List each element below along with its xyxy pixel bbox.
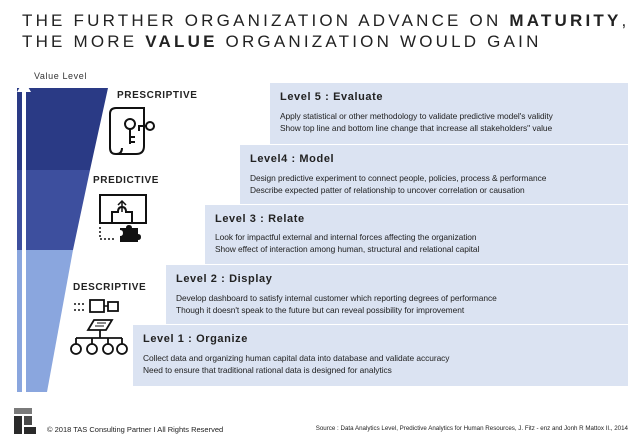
org-chart-icon xyxy=(64,296,130,360)
level-2-line-2: Though it doesn't speak to the future but can reveal possibility for improvement xyxy=(176,305,465,315)
page-title xyxy=(22,10,629,52)
value-axis-label: Value Level xyxy=(34,71,87,81)
level-3-box xyxy=(205,204,628,264)
level-2-line-1: Develop dashboard to satisfy internal customer which reporting degrees of performance xyxy=(176,293,497,303)
level-3-title: Level 3 : Relate xyxy=(215,213,305,225)
level-1-box xyxy=(133,324,628,386)
category-descriptive: DESCRIPTIVE xyxy=(73,282,147,293)
level-5-line-1: Apply statistical or other methodology to validate predictive model's validity xyxy=(280,111,553,121)
level-4-line-1: Design predictive experiment to connect people, policies, process & performance xyxy=(250,173,547,183)
value-arrow-head xyxy=(17,80,31,92)
title-line-2: THE MORE VALUE ORGANIZATION WOULD GAIN xyxy=(22,32,542,51)
level-4-line-2: Describe expected patter of relationship to uncover correlation or causation xyxy=(250,185,525,195)
funnel-prescriptive-segment xyxy=(17,88,108,170)
level-3-line-2: Show effect of interaction among human, structural and relational capital xyxy=(215,244,480,254)
level-2-box xyxy=(166,264,628,324)
level-5-title: Level 5 : Evaluate xyxy=(280,91,384,103)
level-3-line-1: Look for impactful external and internal forces affecting the organization xyxy=(215,232,477,242)
title-line-1: THE FURTHER ORGANIZATION ADVANCE ON MATURITY, xyxy=(22,11,630,30)
copyright-text: © 2018 TAS Consulting Partner I All Rights Reserved xyxy=(47,425,224,434)
document-key-icon xyxy=(108,104,158,160)
level-1-line-2: Need to ensure that traditional rational data is designed for analytics xyxy=(143,365,392,375)
level-5-box xyxy=(270,82,628,144)
level-5-line-2: Show top line and bottom line change that increase all stakeholders" value xyxy=(280,123,553,133)
level-1-line-1: Collect data and organizing human capital data into database and validate accuracy xyxy=(143,353,450,363)
company-logo xyxy=(14,408,44,436)
level-2-title: Level 2 : Display xyxy=(176,273,273,285)
source-citation: Source : Data Analytics Level, Predictive Analytics for Human Resources, J. Fitz - enz and Jonh R Mattox II., 2014 xyxy=(315,425,628,432)
category-predictive: PREDICTIVE xyxy=(93,175,160,186)
funnel-predictive-segment xyxy=(17,170,90,250)
level-4-box xyxy=(240,144,628,204)
level-1-title: Level 1 : Organize xyxy=(143,333,248,345)
category-prescriptive: PRESCRIPTIVE xyxy=(117,90,198,101)
level-4-title: Level4 : Model xyxy=(250,153,335,165)
puzzle-board-icon xyxy=(94,192,150,244)
